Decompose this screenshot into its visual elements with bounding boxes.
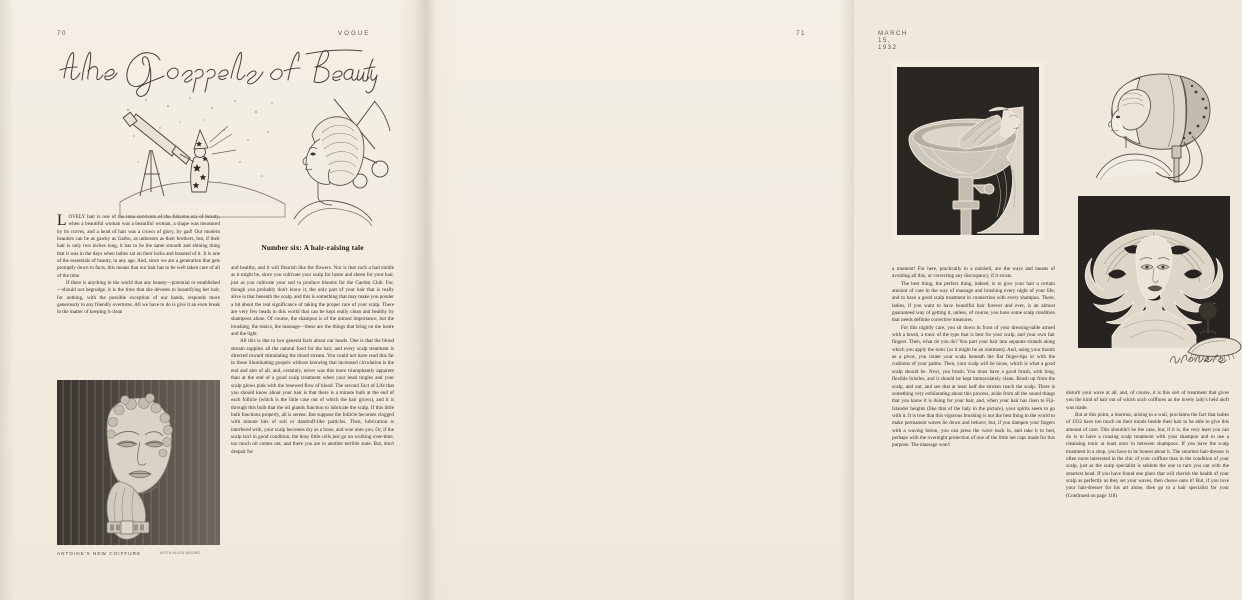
dropcap: L (57, 212, 67, 229)
shampoo-basin-photograph (892, 62, 1044, 240)
issue-date: MARCH 15, 1932 (878, 30, 908, 51)
hood-hair-dryer-illustration (1084, 66, 1232, 184)
coiffure-photograph (57, 380, 220, 545)
paragraph: OVELY hair is one of the lone survivors of the fulsome era of beauty, when a beautiful woman was a beautiful woman, a shape was measured by its curves, and a head of hair was a crown of glory, by gad! Our modern beauties can be as gawky as Garbo, as unbosom as their brothers, but, if their hair is only two inches long, it has to be the same smooth and shining thing that it was in the days when ladies sat on their locks and boasted of it. It is one of the essentials of beauty, in any age. And, since we are a generation that gets promptly down to facts, this means that our hair has to be well taken care of all of the time. (57, 214, 220, 279)
paragraph: For this nightly care, you sit down in front of your dressing-table armed with a brush, a tonic of the type that is best for your scalp, and your own fair fingers. Then, what do you do? You part your hair into separate strands along which you apply the tonic (or it might be an ointment). And, using your thumb as a pivot, you rotate your scalp beneath the flat finger-tips or with the cushions of your palms. Then, your scalp will be loose, which is what a good scalp should be. Next, you brush. You must have a good brush, with long, flexible bristles, and it should be kept immaculately clean. Brush up from the scalp, and out, and see that at least half the strokes reach the scalp. There is something very exhilarating about this process, aside from all the sound things that you know it is doing for your hair, and, when your hair has risen to Fiji-Islander heights (like that of the lady in the picture), your spirits seem to go with it. It is true that this vigorous brushing is not the best thing in the world to make permanent waves lie down and behave, but, if you dampen your fingers with a waving lotion, you can press the wave back in, and take it to bed, perhaps with the overnight protection of one of the little net caps made for this purpose. The massage won't (892, 324, 1055, 449)
right-column-one (892, 266, 1055, 450)
right-page (426, 0, 1229, 600)
article-subhead: Number six: A hair-raising tale (261, 243, 364, 252)
paragraph: a moment! For here, practically in a nutshell, are the ways and means of avoiding all this, or correcting any discrepancy, if it exists. (892, 266, 1055, 280)
photo-caption-coiffure: ANTOINE'S NEW COIFFURE (57, 551, 142, 556)
paragraph: If there is anything in the world that any beauty—potential or established—should not begrudge, it is the time that she devotes to beautifying her hair, for nothing, with the possible exception of our hands, responds more generously to any friendly overtures. All we have to do is give it an even break in the matter of keeping it clean (57, 280, 220, 316)
left-page (0, 0, 428, 600)
paragraph: and healthy, and it will flourish like the flowers. Nor is that such a bad simile as it might be, since you cultivate your scalp for lustre and sheen for your hair, just as you cultivate your soil to produce blooms for the Garden Club. For, though you probably don't know it, the only part of your hair that is really alive is that beneath the scalp, and this is something that may make you ponder a bit about the real significance of taking the proper care of your scalp. There are very few heads in this world that can be kept really clean and healthy by shampoos alone. Of course, the shampoo is of the utmost importance, but the brushing, the tonics, the massage—these are the things that bring on the lustre and the light. (231, 265, 394, 338)
folio-left: 70 (57, 30, 67, 37)
scissors-head-illustration (278, 95, 403, 230)
astronomer-illustration (120, 92, 285, 217)
right-column-two (1066, 390, 1229, 500)
left-column-one (57, 214, 220, 317)
folio-right: 71 (796, 30, 806, 37)
paragraph: But at this point, a murmur, arising to a wail, proclaims the fact that ladies of 1932 have too much on their minds beside their hair to be able to give this amount of care. This shouldn't be the case, but, if it is, the very least you can do is to have a rousing scalp treatment with your shampoo and to use a cleansing tonic at least once in between shampoos. If you have the scalp treatment in a shop, you have to be honest about it. The smartest hair-dresser is often more interested in the chic of your coiffure than in the condition of your scalp, just as the scalp specialist is seldom the one to turn you out with the smartest head. If you have found one place that will cherish the health of your scalp as perfectly as they set your waves, then cleave unto it! But, if you love your hair-dresser for his art alone, then go to a hair specialist for your (Continued on page 118) (1066, 412, 1229, 499)
left-column-two (231, 265, 394, 456)
paragraph: The best thing, the perfect thing, indeed, is to give your hair a certain amount of care in the way of massage and brushing every night of your life, and to have a good scalp treatment in connection with every shampoo. There, ladies, if you want to have beautiful hair forever and ever, is an almost guaranteed way of getting it, unless, of course, you have some scalp condition that needs definite corrective measures. (892, 280, 1055, 324)
article-title-script (56, 44, 376, 94)
paragraph: All this is due to two general facts about our heads. One is that the blood stream supplies all the natural food for the hair, and every scalp treatment is directed toward stimulating the blood stream. You could not have read this far in these illuminating gospels without knowing that increased circulation is the end and aim of all, and, certainly, never was this more triumphantly apparent than at the end of a good scalp treatment when your head tingles and your scalp glows pink with the renewed flow of blood. The second Fact of Life that you should know about your hair is that there is a minute bulb at the end of each follicle (which is the little case out of which the hair grows), and it is through this bulb that the oil glands function to lubricate the scalp. If this little bulb functions properly, all is serene. But suppose the follicle becomes clogged with minute bits of soil or dandruff-like particles. Then, lubrication is interfered with, your scalp becomes dry as a bone, and woe unto you. Or, if the scalp isn't in good condition, the busy little cells just go on working over-time, too much oil comes out, and there you are in another terrible state. But, don't despair for (231, 338, 394, 455)
paragraph: disturb your wave at all, and, of course, it is this sort of treatment that gives you the kind of hair out of which such coiffures as the lovely lady's held aloft was made. (1066, 390, 1229, 411)
photo-credit-coiffure: KEITH ALLEN MOORE (160, 551, 201, 555)
hairbrush-illustration (1186, 300, 1242, 360)
masthead-vogue: VOGUE (338, 30, 371, 37)
illustrator-signature (1168, 352, 1228, 366)
